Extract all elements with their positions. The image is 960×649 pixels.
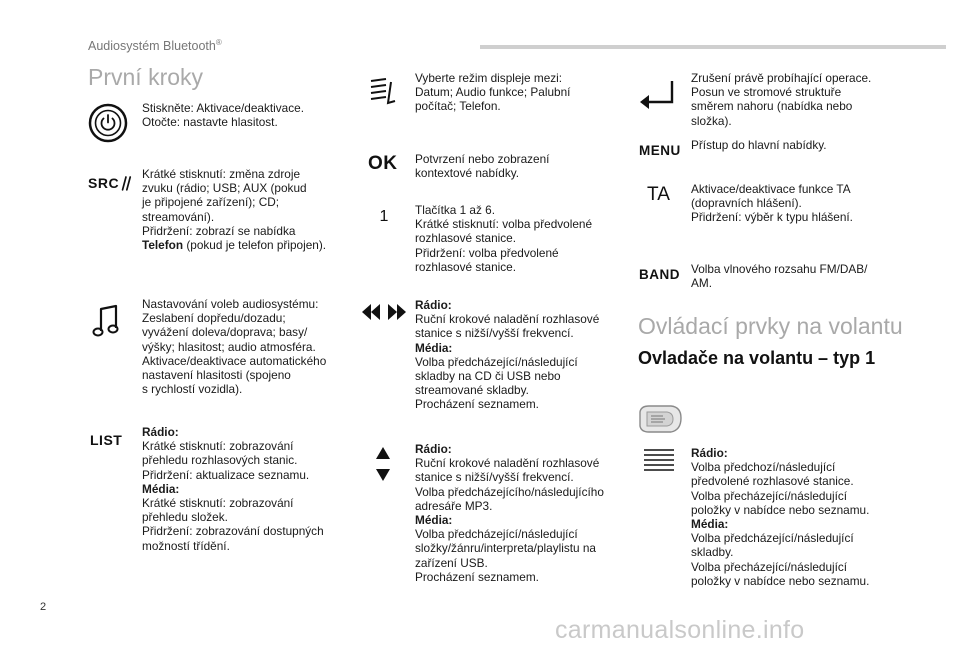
ta-icon bbox=[647, 184, 679, 206]
list-icon bbox=[90, 430, 130, 450]
menu-description bbox=[691, 138, 827, 152]
band-description bbox=[691, 262, 867, 290]
media-heading: Média: bbox=[142, 481, 180, 496]
text-line: rozhlasové stanice. bbox=[415, 259, 516, 274]
page-number: 2 bbox=[40, 601, 47, 613]
text-line: Přidržení: výběr k typu hlášení. bbox=[691, 210, 853, 225]
seek-left-right-icon bbox=[362, 304, 406, 320]
text-line: Volba předcházející/následující bbox=[415, 354, 578, 369]
back-arrow-icon bbox=[640, 78, 676, 110]
ok-description bbox=[415, 152, 549, 180]
text-line: Stiskněte: Aktivace/deaktivace. bbox=[142, 101, 304, 115]
back-description bbox=[691, 71, 871, 128]
ta-description bbox=[691, 182, 853, 225]
text-line: přehledu rozhlasových stanic. bbox=[142, 453, 298, 468]
steering-wheel-control-icon bbox=[637, 404, 683, 434]
text-line: Přidržení: volba předvolené bbox=[415, 245, 559, 260]
text-line: složka). bbox=[691, 113, 732, 128]
text-tail: (pokud je telefon připojen). bbox=[183, 238, 327, 253]
text-line: Přidržení: zobrazování dostupných bbox=[142, 524, 324, 539]
up-down-arrows-icon bbox=[376, 447, 390, 483]
text-line: Ruční krokové naladění rozhlasové bbox=[415, 456, 600, 471]
text-line: směrem nahoru (nabídka nebo bbox=[691, 99, 853, 114]
text-line: položky v nabídce nebo seznamu. bbox=[691, 573, 870, 588]
band-icon bbox=[639, 265, 687, 283]
text-line: skladby na CD či USB nebo bbox=[415, 369, 561, 384]
ok-icon-label: OK bbox=[368, 153, 398, 174]
registered-mark: ® bbox=[215, 38, 222, 47]
text-line: skladby. bbox=[691, 545, 734, 560]
src-icon-label: SRC bbox=[88, 175, 120, 191]
display-mode-description bbox=[415, 71, 570, 114]
thumbwheel-icon bbox=[643, 448, 675, 474]
text-line: Krátké stisknutí: zobrazování bbox=[142, 439, 294, 454]
list-icon-label: LIST bbox=[90, 432, 123, 448]
text-line: Volba předcházející/následující bbox=[415, 527, 578, 542]
text-line: Krátké stisknutí: změna zdroje bbox=[142, 167, 301, 181]
text-line: Zrušení právě probíhající operace. bbox=[691, 71, 872, 85]
media-heading: Média: bbox=[415, 340, 453, 355]
text-line: Přidržení: aktualizace seznamu. bbox=[142, 467, 310, 482]
audio-settings-description bbox=[142, 297, 326, 396]
text-line: Otočte: nastavte hlasitost. bbox=[142, 115, 278, 130]
power-knob-icon bbox=[88, 103, 128, 143]
text-line: Krátké stisknutí: zobrazování bbox=[142, 496, 294, 511]
preset-one-icon bbox=[378, 207, 390, 227]
text-line: Volba předchozí/následující bbox=[691, 460, 836, 475]
text-line: streamování). bbox=[142, 209, 215, 224]
text-line: možností třídění. bbox=[142, 538, 230, 553]
text-line: složky/žánru/interpreta/playlistu na bbox=[415, 541, 596, 556]
text-line: Volba přecházející/následující bbox=[691, 488, 848, 503]
header-title-text: Audiosystém Bluetooth bbox=[88, 39, 216, 54]
band-icon-label: BAND bbox=[639, 266, 680, 282]
src-icon bbox=[88, 172, 132, 194]
text-line: Datum; Audio funkce; Palubní bbox=[415, 85, 571, 100]
presets-description bbox=[415, 203, 592, 274]
text-line: stanice s nižší/vyšší frekvencí. bbox=[415, 470, 574, 485]
text-line: počítač; Telefon. bbox=[415, 99, 501, 114]
text-line: s rychlostí vozidla). bbox=[142, 382, 243, 397]
subsection-title-steering-type1: Ovladače na volantu – typ 1 bbox=[638, 348, 876, 368]
text-line: Procházení seznamem. bbox=[415, 569, 539, 584]
text-line: předvolené rozhlasové stanice. bbox=[691, 474, 854, 489]
header-title bbox=[88, 38, 222, 53]
text-line: Nastavování voleb audiosystému: bbox=[142, 297, 319, 311]
text-line: Zeslabení dopředu/dozadu; bbox=[142, 311, 286, 326]
text-line: Volba předcházející/následující bbox=[691, 531, 854, 546]
thumbwheel-description bbox=[691, 446, 869, 588]
text-line: Vyberte režim displeje mezi: bbox=[415, 71, 563, 85]
text-line: položky v nabídce nebo seznamu. bbox=[691, 502, 870, 517]
text-line: Volba vlnového rozsahu FM/DAB/ bbox=[691, 262, 868, 276]
display-mode-icon bbox=[368, 76, 400, 106]
text-line: Volba přecházející/následující bbox=[691, 559, 848, 574]
ta-icon-label: TA bbox=[647, 184, 670, 205]
ok-icon bbox=[368, 152, 404, 176]
text-line: vyvážení doleva/doprava; basy/ bbox=[142, 325, 308, 340]
text-line: Posun ve stromové struktuře bbox=[691, 85, 842, 100]
text-line: přehledu složek. bbox=[142, 510, 228, 525]
text-line: Ruční krokové naladění rozhlasové bbox=[415, 312, 600, 327]
text-line: zvuku (rádio; USB; AUX (pokud bbox=[142, 181, 307, 196]
radio-heading: Rádio: bbox=[415, 442, 452, 456]
music-note-icon bbox=[92, 303, 120, 339]
text-line: stanice s nižší/vyšší frekvencí. bbox=[415, 326, 574, 341]
power-description bbox=[142, 101, 304, 129]
text-line bbox=[142, 238, 326, 252]
media-heading: Média: bbox=[415, 513, 453, 528]
text-line: zařízení USB. bbox=[415, 555, 488, 570]
text-line: Přidržení: zobrazí se nabídka bbox=[142, 223, 296, 238]
media-heading: Média: bbox=[691, 517, 729, 532]
header-divider bbox=[480, 45, 946, 49]
text-line: výšky; hlasitost; audio atmosféra. bbox=[142, 339, 316, 354]
text-line: je připojené zařízení); CD; bbox=[142, 195, 280, 210]
preset-one-label: 1 bbox=[379, 208, 389, 225]
radio-heading: Rádio: bbox=[142, 425, 179, 439]
radio-heading: Rádio: bbox=[415, 298, 452, 312]
text-line: Tlačítka 1 až 6. bbox=[415, 203, 495, 217]
text-line: (dopravních hlášení). bbox=[691, 196, 802, 211]
menu-icon-label: MENU bbox=[639, 142, 681, 158]
text-line: adresáře MP3. bbox=[415, 498, 493, 513]
section-title-first-steps: První kroky bbox=[88, 64, 204, 90]
text-line: Potvrzení nebo zobrazení bbox=[415, 152, 550, 166]
src-description bbox=[142, 167, 326, 252]
text-line: Přístup do hlavní nabídky. bbox=[691, 138, 827, 152]
list-description bbox=[142, 425, 324, 553]
text-line: Krátké stisknutí: volba předvolené bbox=[415, 217, 593, 232]
text-line: Volba předcházejícího/následujícího bbox=[415, 484, 604, 499]
text-line: streamované skladby. bbox=[415, 383, 529, 398]
section-title-steering-controls: Ovládací prvky na volantu bbox=[638, 313, 903, 339]
seek-description bbox=[415, 298, 599, 412]
watermark: carmanualsonline.info bbox=[555, 616, 805, 644]
radio-heading: Rádio: bbox=[691, 446, 728, 460]
text-line: rozhlasové stanice. bbox=[415, 231, 516, 246]
text-line: nastavení hlasitosti (spojeno bbox=[142, 368, 291, 383]
bold-term: Telefon bbox=[142, 238, 184, 253]
menu-icon bbox=[639, 141, 689, 159]
text-line: Aktivace/deaktivace automatického bbox=[142, 353, 327, 368]
text-line: kontextové nabídky. bbox=[415, 166, 520, 181]
browse-description bbox=[415, 442, 604, 584]
text-line: Aktivace/deaktivace funkce TA bbox=[691, 182, 851, 196]
text-line: AM. bbox=[691, 276, 712, 291]
text-line: Procházení seznamem. bbox=[415, 397, 539, 412]
